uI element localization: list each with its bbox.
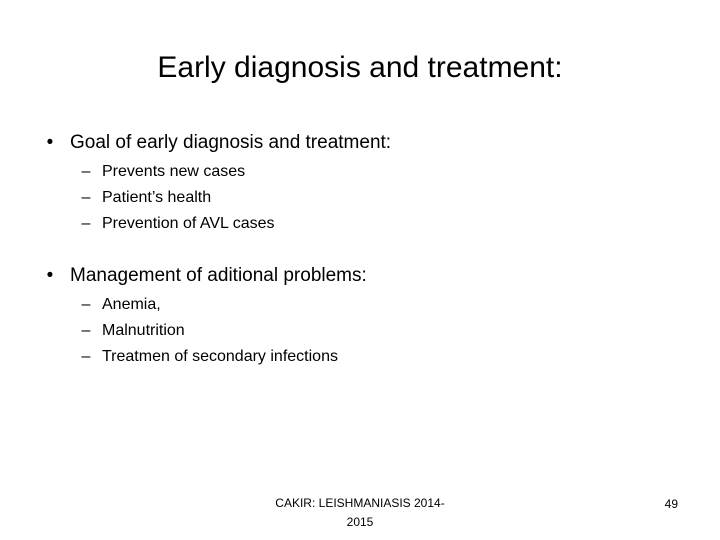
footer-line-2: 2015 xyxy=(346,515,374,529)
page-number: 49 xyxy=(664,497,678,511)
bullet-icon: • xyxy=(46,265,54,286)
section-goal xyxy=(30,130,690,237)
footer-citation xyxy=(230,494,490,532)
dash-icon: – xyxy=(81,189,91,206)
list-item-text: Patient’s health xyxy=(102,189,212,206)
list-item-text: Anemia, xyxy=(102,296,161,313)
list-item xyxy=(30,292,690,318)
list-item xyxy=(30,185,690,211)
list-item-text: Prevention of AVL cases xyxy=(102,215,275,232)
dash-icon: – xyxy=(81,163,91,180)
list-item-text: Malnutrition xyxy=(102,322,185,339)
bullet-row xyxy=(30,263,690,289)
dash-icon: – xyxy=(81,322,91,339)
list-item xyxy=(30,344,690,370)
slide-title: Early diagnosis and treatment: xyxy=(157,51,563,84)
footer-line-1: CAKIR: LEISHMANIASIS 2014- xyxy=(275,496,445,510)
list-item xyxy=(30,318,690,344)
dash-icon: – xyxy=(81,348,91,365)
bullet-row xyxy=(30,130,690,156)
sub-list xyxy=(30,292,690,370)
section-heading: Management of aditional problems: xyxy=(70,265,367,286)
dash-icon: – xyxy=(81,215,91,232)
sub-list xyxy=(30,159,690,237)
section-heading: Goal of early diagnosis and treatment: xyxy=(70,132,392,153)
bullet-icon: • xyxy=(46,132,54,153)
list-item xyxy=(30,211,690,237)
list-item-text: Treatmen of secondary infections xyxy=(102,348,338,365)
section-management xyxy=(30,263,690,370)
list-item xyxy=(30,159,690,185)
dash-icon: – xyxy=(81,296,91,313)
list-item-text: Prevents new cases xyxy=(102,163,246,180)
